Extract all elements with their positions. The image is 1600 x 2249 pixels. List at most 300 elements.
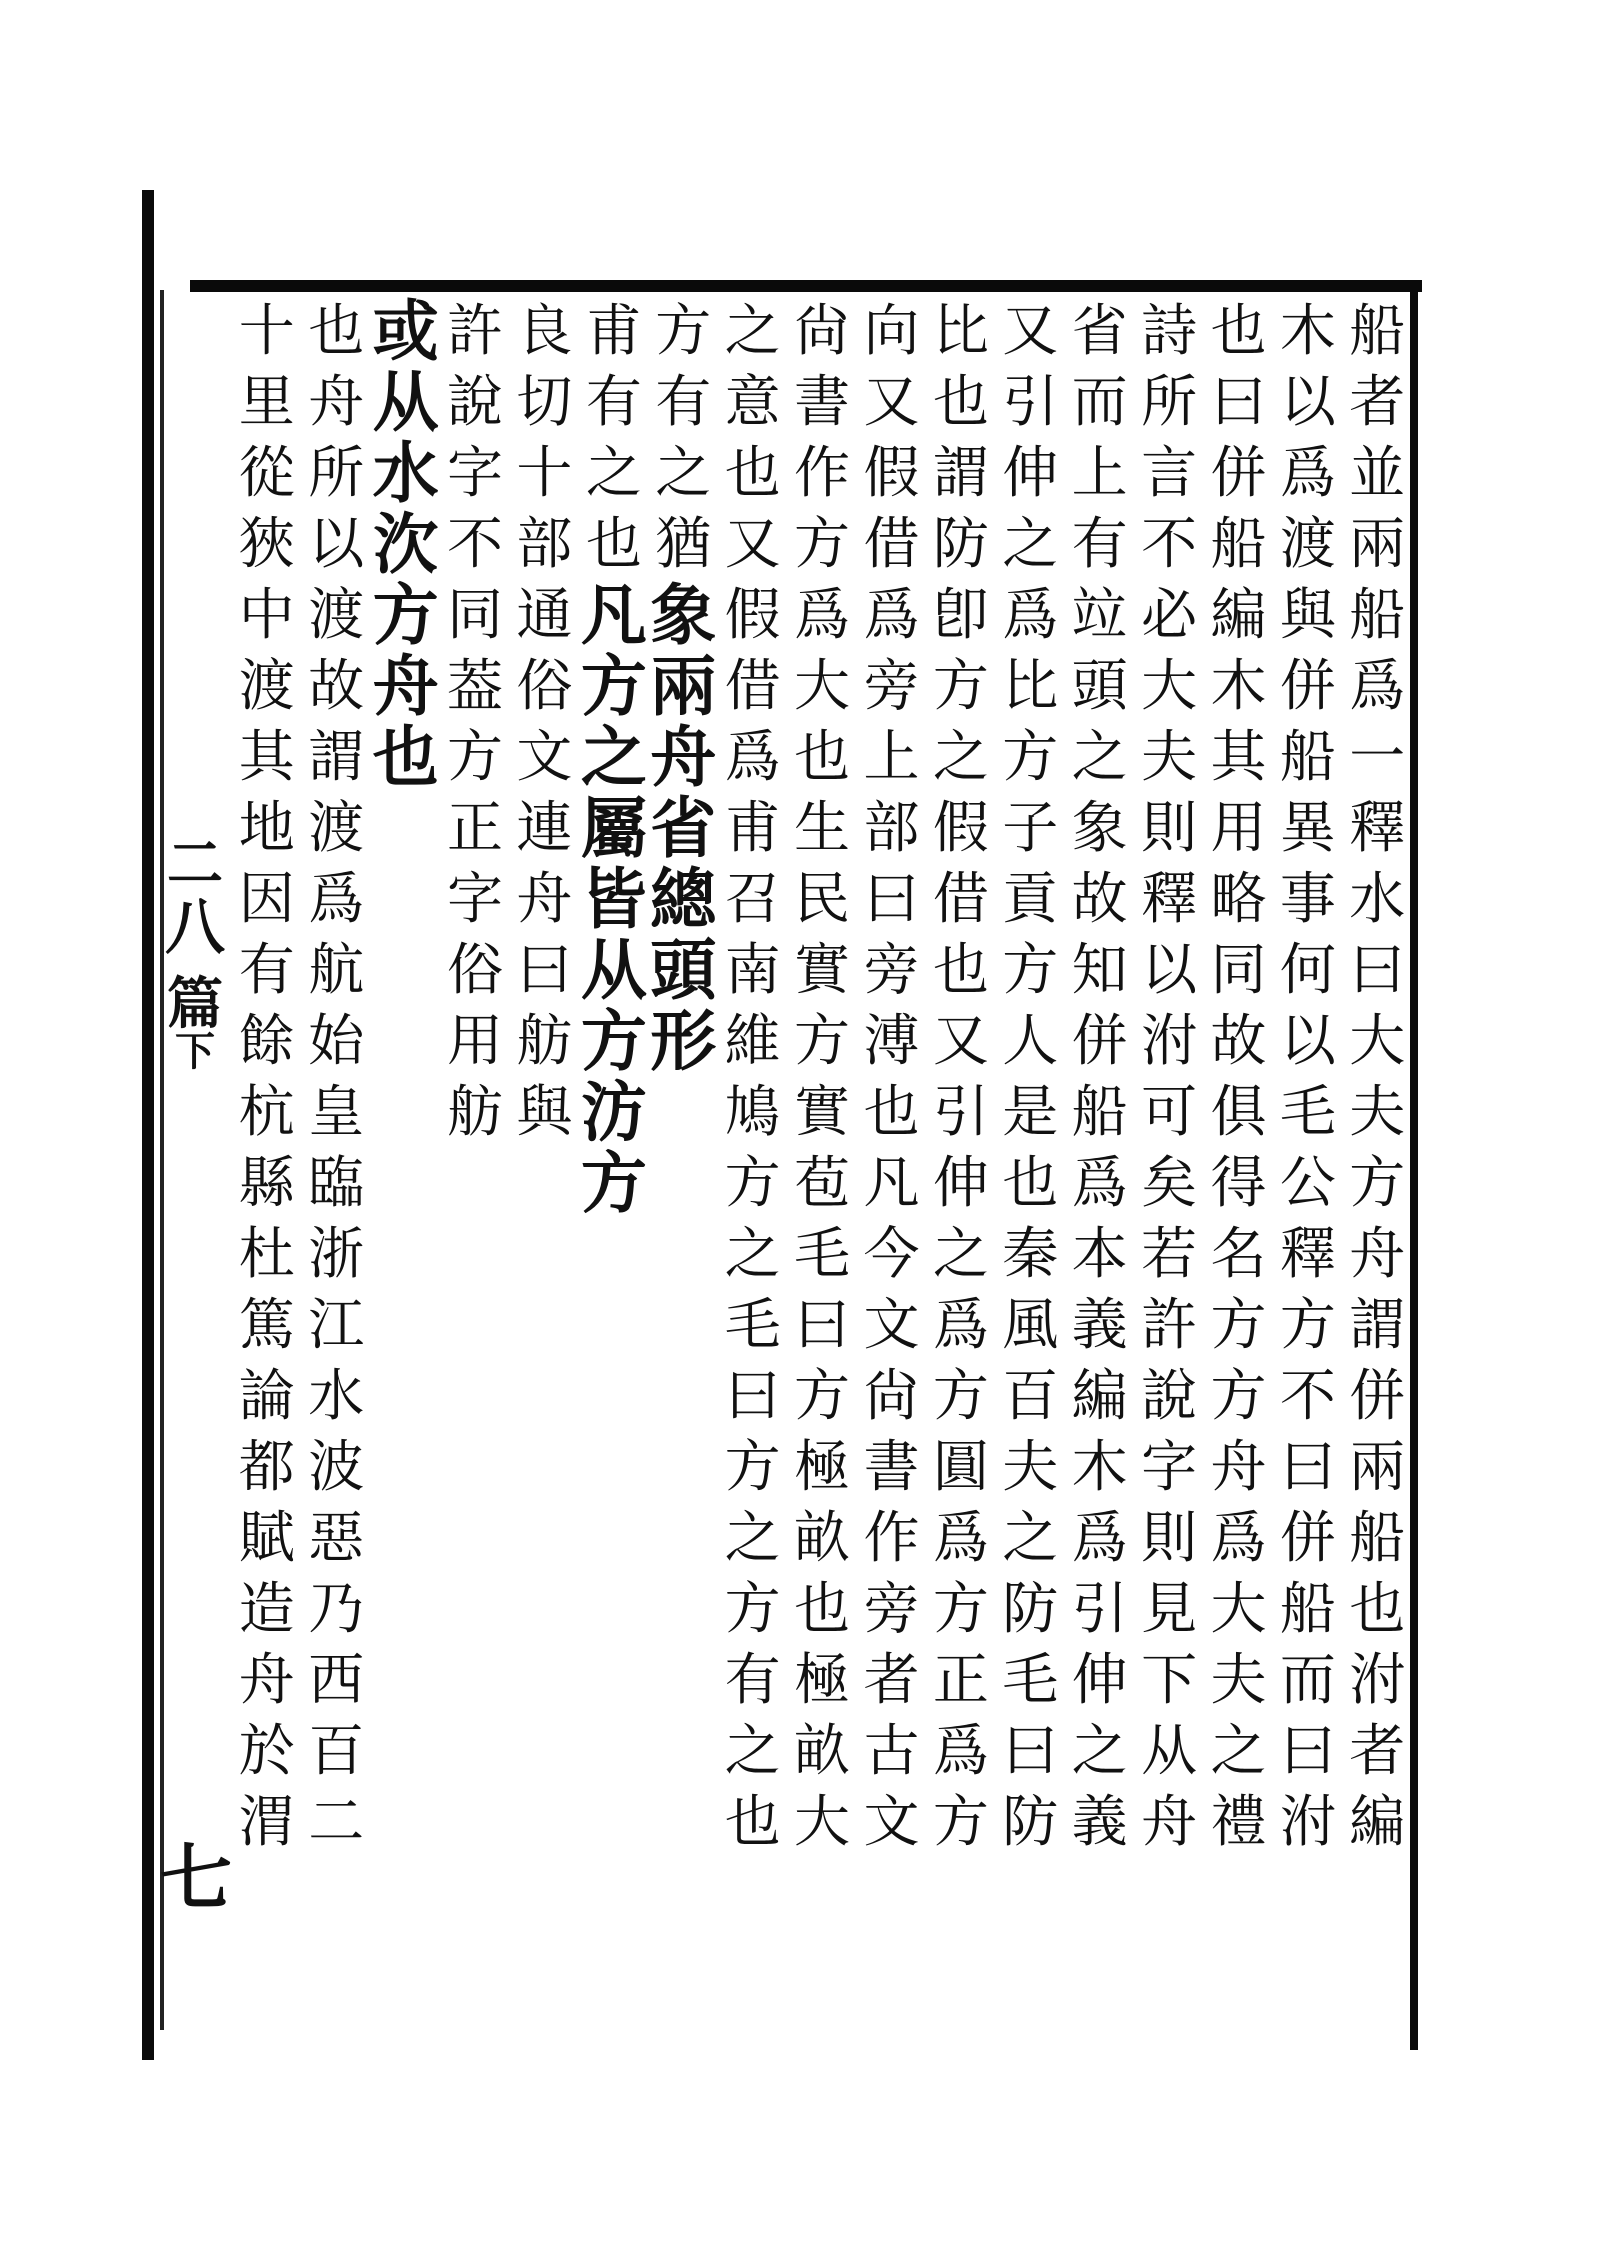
glyph: 船 [1210, 512, 1267, 577]
glyph: 又 [863, 370, 920, 435]
glyph: 比 [1002, 654, 1059, 719]
glyph: 从 [580, 931, 647, 1009]
glyph: 省 [650, 789, 717, 867]
glyph: 文 [863, 1293, 920, 1358]
glyph: 爲 [1071, 1506, 1128, 1571]
glyph: 有 [655, 370, 712, 435]
glyph: 以 [1141, 938, 1198, 1003]
glyph: 方 [724, 1435, 781, 1500]
glyph: 同 [1210, 938, 1267, 1003]
gutter-volume-mark: 二 [167, 831, 223, 897]
glyph: 之 [580, 718, 647, 796]
glyph: 部 [863, 796, 920, 861]
glyph: 泭 [1349, 1648, 1406, 1713]
glyph: 許 [447, 299, 504, 364]
glyph: 同 [447, 583, 504, 648]
gutter-part-mark: 下 [175, 1028, 215, 1075]
text-column [302, 296, 371, 2046]
glyph: 渡 [238, 654, 295, 719]
glyph: 於 [238, 1719, 295, 1784]
gutter-chapter-mark: 篇 [167, 971, 223, 1037]
glyph: 伸 [1002, 441, 1059, 506]
glyph: 也 [794, 1577, 851, 1642]
glyph: 畝 [794, 1506, 851, 1571]
glyph: 公 [1279, 1151, 1336, 1216]
glyph: 兩 [1349, 512, 1406, 577]
glyph: 船 [1349, 299, 1406, 364]
glyph: 畝 [794, 1719, 851, 1784]
glyph: 書 [794, 370, 851, 435]
glyph: 爲 [863, 583, 920, 648]
glyph: 秦 [1002, 1222, 1059, 1287]
glyph: 所 [308, 441, 365, 506]
glyph: 杭 [238, 1080, 295, 1145]
glyph: 方 [580, 1002, 647, 1080]
glyph: 航 [308, 938, 365, 1003]
glyph: 而 [1279, 1648, 1336, 1713]
glyph: 也 [724, 441, 781, 506]
glyph: 爲 [932, 1719, 989, 1784]
text-column [579, 296, 648, 2046]
glyph: 㳄 [372, 505, 439, 583]
glyph: 故 [308, 654, 365, 719]
glyph: 方 [794, 1364, 851, 1429]
glyph: 併 [1071, 1009, 1128, 1074]
glyph: 汸 [580, 1073, 647, 1151]
glyph: 百 [1002, 1364, 1059, 1429]
glyph: 故 [1071, 867, 1128, 932]
glyph: 書 [863, 1435, 920, 1500]
glyph: 也 [932, 938, 989, 1003]
glyph: 作 [794, 441, 851, 506]
glyph: 賦 [238, 1506, 295, 1571]
glyph: 大 [794, 654, 851, 719]
glyph: 其 [1210, 725, 1267, 790]
glyph: 者 [1349, 370, 1406, 435]
glyph: 俱 [1210, 1080, 1267, 1145]
glyph: 爲 [724, 725, 781, 790]
glyph: 俗 [516, 654, 573, 719]
glyph: 假 [724, 583, 781, 648]
glyph: 並 [1349, 441, 1406, 506]
glyph: 苞 [794, 1151, 851, 1216]
glyph: 召 [724, 867, 781, 932]
glyph: 用 [1210, 796, 1267, 861]
glyph: 頭 [1071, 654, 1128, 719]
glyph: 維 [724, 1009, 781, 1074]
glyph: 杜 [238, 1222, 295, 1287]
glyph: 說 [447, 370, 504, 435]
glyph: 意 [724, 370, 781, 435]
glyph: 方 [932, 654, 989, 719]
glyph: 百 [308, 1719, 365, 1784]
glyph: 也 [1210, 299, 1267, 364]
glyph: 皆 [580, 860, 647, 938]
glyph: 尙 [794, 299, 851, 364]
glyph: 地 [238, 796, 295, 861]
glyph: 通 [516, 583, 573, 648]
glyph: 也 [1002, 1151, 1059, 1216]
glyph: 之 [585, 441, 642, 506]
glyph: 波 [308, 1435, 365, 1500]
glyph: 舟 [372, 647, 439, 725]
glyph: 以 [1279, 370, 1336, 435]
glyph: 船 [1349, 1506, 1406, 1571]
glyph: 旁 [863, 1577, 920, 1642]
glyph: 形 [650, 1002, 717, 1080]
glyph: 之 [655, 441, 712, 506]
glyph: 義 [1071, 1293, 1128, 1358]
glyph: 方 [1002, 725, 1059, 790]
glyph: 方 [932, 1577, 989, 1642]
glyph: 中 [238, 583, 295, 648]
glyph: 爲 [1349, 654, 1406, 719]
glyph: 假 [863, 441, 920, 506]
glyph: 有 [585, 370, 642, 435]
glyph: 甫 [724, 796, 781, 861]
glyph: 見 [1141, 1577, 1198, 1642]
glyph: 餘 [238, 1009, 295, 1074]
glyph: 都 [238, 1435, 295, 1500]
glyph: 方 [794, 1009, 851, 1074]
glyph: 爲 [1002, 583, 1059, 648]
glyph: 方 [724, 1151, 781, 1216]
glyph: 之 [724, 299, 781, 364]
glyph: 本 [1071, 1222, 1128, 1287]
glyph: 編 [1210, 583, 1267, 648]
glyph: 向 [863, 299, 920, 364]
glyph: 以 [1279, 1009, 1336, 1074]
glyph: 俗 [447, 938, 504, 1003]
gutter-volume-mark: 八 [165, 893, 225, 963]
glyph: 臨 [308, 1151, 365, 1216]
glyph: 從 [238, 441, 295, 506]
glyph: 之 [1210, 1719, 1267, 1784]
glyph: 比 [932, 299, 989, 364]
glyph: 鳩 [724, 1080, 781, 1145]
text-column [996, 296, 1065, 2046]
glyph: 船 [1279, 1577, 1336, 1642]
glyph: 爲 [1071, 1151, 1128, 1216]
glyph: 舟 [1349, 1222, 1406, 1287]
glyph: 伸 [932, 1151, 989, 1216]
glyph: 借 [863, 512, 920, 577]
glyph: 舟 [308, 370, 365, 435]
glyph: 象 [1071, 796, 1128, 861]
glyph: 浙 [308, 1222, 365, 1287]
glyph: 方 [372, 576, 439, 654]
glyph: 併 [1210, 441, 1267, 506]
glyph: 不 [1141, 512, 1198, 577]
glyph: 貢 [1002, 867, 1059, 932]
glyph: 故 [1210, 1009, 1267, 1074]
glyph: 又 [724, 512, 781, 577]
glyph: 連 [516, 796, 573, 861]
frame-top-rule [190, 280, 1422, 292]
glyph: 矣 [1141, 1151, 1198, 1216]
glyph: 借 [932, 867, 989, 932]
glyph: 謂 [932, 441, 989, 506]
glyph: 所 [1141, 370, 1198, 435]
glyph: 也 [1349, 1577, 1406, 1642]
glyph: 曰 [1349, 938, 1406, 1003]
glyph: 曰 [1210, 370, 1267, 435]
glyph: 毛 [724, 1293, 781, 1358]
glyph: 編 [1071, 1364, 1128, 1429]
glyph: 也 [863, 1080, 920, 1145]
glyph: 屬 [580, 789, 647, 867]
glyph: 象 [650, 576, 717, 654]
glyph: 禮 [1210, 1790, 1267, 1855]
glyph: 曰 [1279, 1719, 1336, 1784]
glyph: 生 [794, 796, 851, 861]
glyph: 爲 [794, 583, 851, 648]
glyph: 也 [932, 370, 989, 435]
glyph: 爲 [932, 1293, 989, 1358]
text-column [718, 296, 787, 2046]
glyph: 始 [308, 1009, 365, 1074]
glyph: 詩 [1141, 299, 1198, 364]
glyph: 也 [724, 1790, 781, 1855]
glyph: 者 [1349, 1719, 1406, 1784]
glyph: 方 [794, 512, 851, 577]
glyph: 事 [1279, 867, 1336, 932]
glyph: 伸 [1071, 1648, 1128, 1713]
glyph: 之 [1002, 512, 1059, 577]
glyph: 假 [932, 796, 989, 861]
glyph: 異 [1279, 796, 1336, 861]
glyph: 曰 [516, 938, 573, 1003]
glyph: 尙 [863, 1364, 920, 1429]
glyph: 併 [1279, 654, 1336, 719]
glyph: 之 [932, 1222, 989, 1287]
glyph: 部 [516, 512, 573, 577]
glyph: 方 [932, 1364, 989, 1429]
glyph: 若 [1141, 1222, 1198, 1287]
text-column [1204, 296, 1273, 2046]
glyph: 略 [1210, 867, 1267, 932]
glyph: 方 [580, 1144, 647, 1222]
glyph: 正 [447, 796, 504, 861]
glyph: 說 [1141, 1364, 1198, 1429]
glyph: 曰 [1279, 1435, 1336, 1500]
glyph: 義 [1071, 1790, 1128, 1855]
glyph: 頭 [650, 931, 717, 1009]
glyph: 之 [1071, 725, 1128, 790]
glyph: 南 [724, 938, 781, 1003]
text-column [926, 296, 995, 2046]
glyph: 方 [724, 1577, 781, 1642]
glyph: 一 [1349, 725, 1406, 790]
glyph: 船 [1279, 725, 1336, 790]
glyph: 之 [932, 725, 989, 790]
glyph: 用 [447, 1009, 504, 1074]
glyph: 極 [794, 1648, 851, 1713]
glyph: 凡 [580, 576, 647, 654]
glyph: 江 [308, 1293, 365, 1358]
glyph: 知 [1071, 938, 1128, 1003]
text-column [510, 296, 579, 2046]
glyph: 而 [1071, 370, 1128, 435]
glyph: 方 [1349, 1151, 1406, 1216]
glyph: 凡 [863, 1151, 920, 1216]
glyph: 从 [372, 363, 439, 441]
glyph: 水 [372, 434, 439, 512]
glyph: 狹 [238, 512, 295, 577]
glyph: 文 [863, 1790, 920, 1855]
glyph: 方 [932, 1790, 989, 1855]
glyph: 釋 [1141, 867, 1198, 932]
glyph: 皇 [308, 1080, 365, 1145]
glyph: 與 [516, 1080, 573, 1145]
glyph: 之 [724, 1719, 781, 1784]
glyph: 渡 [308, 583, 365, 648]
glyph: 泭 [1279, 1790, 1336, 1855]
glyph: 併 [1349, 1364, 1406, 1429]
glyph: 防 [1002, 1790, 1059, 1855]
glyph: 方 [1210, 1364, 1267, 1429]
glyph: 里 [238, 370, 295, 435]
glyph: 引 [1002, 370, 1059, 435]
glyph: 謂 [308, 725, 365, 790]
glyph: 舟 [516, 867, 573, 932]
glyph: 舟 [1210, 1435, 1267, 1500]
glyph: 引 [932, 1080, 989, 1145]
text-column [440, 296, 509, 2046]
text-column [1065, 296, 1134, 2046]
glyph: 其 [238, 725, 295, 790]
glyph: 也 [585, 512, 642, 577]
glyph: 十 [238, 299, 295, 364]
glyph: 引 [1071, 1577, 1128, 1642]
gutter-page-number: 七 [160, 1835, 233, 1920]
glyph: 船 [1071, 1080, 1128, 1145]
glyph: 有 [724, 1648, 781, 1713]
glyph: 有 [1071, 512, 1128, 577]
glyph: 實 [794, 1080, 851, 1145]
glyph: 猶 [655, 512, 712, 577]
glyph: 是 [1002, 1080, 1059, 1145]
glyph: 風 [1002, 1293, 1059, 1358]
fore-edge-gutter [160, 180, 233, 2060]
glyph: 編 [1349, 1790, 1406, 1855]
glyph: 之 [1002, 1506, 1059, 1571]
glyph: 名 [1210, 1222, 1267, 1287]
glyph: 民 [794, 867, 851, 932]
glyph: 則 [1141, 1506, 1198, 1571]
glyph: 毛 [1279, 1080, 1336, 1145]
glyph: 字 [1141, 1435, 1198, 1500]
glyph: 下 [1141, 1648, 1198, 1713]
glyph: 夫 [1349, 1080, 1406, 1145]
glyph: 曰 [794, 1293, 851, 1358]
glyph: 舟 [238, 1648, 295, 1713]
glyph: 爲 [308, 867, 365, 932]
glyph: 船 [1349, 583, 1406, 648]
glyph: 謂 [1349, 1293, 1406, 1358]
glyph: 不 [1279, 1364, 1336, 1429]
text-column [232, 296, 301, 2046]
glyph: 夫 [1210, 1648, 1267, 1713]
glyph: 渡 [308, 796, 365, 861]
glyph: 方 [1279, 1293, 1336, 1358]
glyph: 釋 [1279, 1222, 1336, 1287]
glyph: 與 [1279, 583, 1336, 648]
glyph: 有 [238, 938, 295, 1003]
text-column [857, 296, 926, 2046]
glyph: 防 [932, 512, 989, 577]
glyph: 借 [724, 654, 781, 719]
glyph: 之 [724, 1506, 781, 1571]
glyph: 大 [1210, 1577, 1267, 1642]
glyph: 爲 [1210, 1506, 1267, 1571]
glyph: 則 [1141, 796, 1198, 861]
glyph: 又 [932, 1009, 989, 1074]
glyph: 何 [1279, 938, 1336, 1003]
text-column [1343, 296, 1412, 2046]
glyph: 併 [1279, 1506, 1336, 1571]
glyph: 木 [1279, 299, 1336, 364]
glyph: 爲 [932, 1506, 989, 1571]
glyph: 者 [863, 1648, 920, 1713]
glyph: 古 [863, 1719, 920, 1784]
glyph: 毛 [794, 1222, 851, 1287]
glyph: 夫 [1002, 1435, 1059, 1500]
glyph: 方 [1002, 938, 1059, 1003]
glyph: 舫 [516, 1009, 573, 1074]
glyph: 人 [1002, 1009, 1059, 1074]
glyph: 不 [447, 512, 504, 577]
glyph: 省 [1071, 299, 1128, 364]
glyph: 从 [1141, 1719, 1198, 1784]
glyph: 方 [1210, 1293, 1267, 1358]
glyph: 也 [794, 725, 851, 790]
glyph: 造 [238, 1577, 295, 1642]
glyph: 水 [308, 1364, 365, 1429]
glyph: 爲 [1279, 441, 1336, 506]
text-block [232, 292, 1412, 2046]
glyph: 作 [863, 1506, 920, 1571]
glyph: 論 [238, 1364, 295, 1429]
glyph: 今 [863, 1222, 920, 1287]
glyph: 實 [794, 938, 851, 1003]
glyph: 也 [308, 299, 365, 364]
text-column [787, 296, 856, 2046]
text-column [1134, 296, 1203, 2046]
glyph: 縣 [238, 1151, 295, 1216]
glyph: 可 [1141, 1080, 1198, 1145]
glyph: 兩 [1349, 1435, 1406, 1500]
glyph: 方 [447, 725, 504, 790]
glyph: 毛 [1002, 1648, 1059, 1713]
glyph: 也 [372, 718, 439, 796]
glyph: 曰 [863, 867, 920, 932]
glyph: 子 [1002, 796, 1059, 861]
glyph: 葢 [447, 654, 504, 719]
glyph: 惡 [308, 1506, 365, 1571]
glyph: 甫 [585, 299, 642, 364]
glyph: 竝 [1071, 583, 1128, 648]
glyph: 水 [1349, 867, 1406, 932]
glyph: 之 [724, 1222, 781, 1287]
glyph: 木 [1071, 1435, 1128, 1500]
glyph: 以 [308, 512, 365, 577]
glyph: 文 [516, 725, 573, 790]
glyph: 舟 [1141, 1790, 1198, 1855]
glyph: 極 [794, 1435, 851, 1500]
glyph: 渡 [1279, 512, 1336, 577]
glyph: 上 [1071, 441, 1128, 506]
